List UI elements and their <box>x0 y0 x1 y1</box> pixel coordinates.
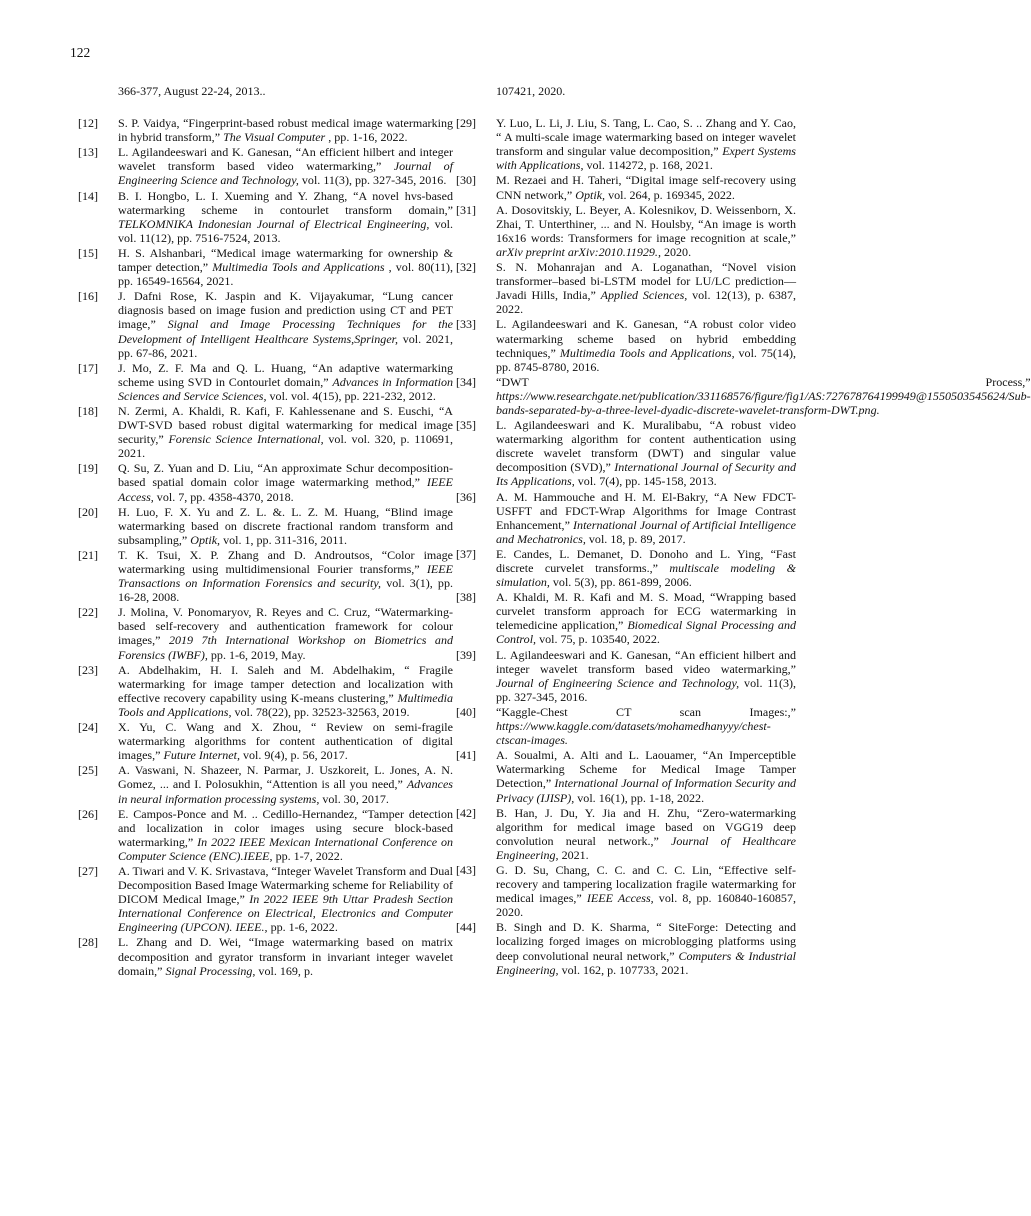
reference-text <box>496 203 796 259</box>
reference-item <box>78 763 453 805</box>
reference-details: 2020. <box>660 244 692 259</box>
reference-number: [36] <box>456 489 477 504</box>
reference-item <box>456 705 796 747</box>
reference-text <box>118 605 453 661</box>
reference-number: [32] <box>456 260 477 275</box>
reference-text <box>118 189 453 245</box>
reference-number: [25] <box>78 763 99 778</box>
reference-venue: International Journal of Artificial Intelligence and Mechatronics, <box>496 517 797 546</box>
reference-item <box>78 807 453 863</box>
reference-number: [21] <box>78 547 99 562</box>
reference-venue: In 2022 IEEE Mexican International Conference on Computer Science (ENC).IEEE, <box>118 834 453 863</box>
reference-venue: International Journal of Security and Its Applications, <box>496 460 796 489</box>
reference-details: vol. 114272, p. 168, 2021. <box>583 158 713 173</box>
reference-venue: Advances in neural information processing systems, <box>118 777 453 806</box>
reference-text <box>496 806 796 862</box>
reference-item <box>456 173 796 201</box>
reference-text <box>118 763 453 805</box>
reference-number: [43] <box>456 862 477 877</box>
reference-number: [29] <box>456 116 477 131</box>
reference-venue: Journal of Engineering Science and Technology, <box>118 159 453 188</box>
reference-number: [30] <box>456 173 477 188</box>
reference-text <box>118 404 453 460</box>
reference-text <box>118 807 453 863</box>
reference-venue: arXiv preprint arXiv:2010.11929., <box>496 244 661 259</box>
reference-item <box>78 605 453 661</box>
reference-item <box>78 864 453 934</box>
reference-venue: IEEE Transactions on Information Forensics and security, <box>118 562 453 591</box>
reference-item <box>456 590 796 646</box>
reference-details: vol. 7, pp. 4358-4370, 2018. <box>153 489 294 504</box>
reference-text <box>118 461 453 503</box>
reference-text <box>496 490 796 546</box>
reference-authors-title: A. Dosovitskiy, L. Beyer, A. Kolesnikov, D. Weissenborn, X. Zhai, T. Unterthiner, ... and N. Houlsby, “An image is worth 16x16 words: Transformers for image recognition at scale,” <box>496 202 796 245</box>
reference-text <box>118 145 453 187</box>
reference-text <box>118 289 453 359</box>
reference-details: vol. 18, p. 89, 2017. <box>585 531 686 546</box>
reference-venue: Biomedical Signal Processing and Control, <box>496 618 796 647</box>
reference-details: pp. 1-6, 2022. <box>267 920 338 935</box>
reference-details: 2021. <box>558 847 589 862</box>
reference-venue: Multimedia Tools and Applications, <box>118 690 453 719</box>
reference-text <box>118 663 453 719</box>
reference-text <box>496 705 796 747</box>
reference-venue: multiscale modeling & simulation, <box>496 561 796 590</box>
reference-venue: Forensic Science International, <box>168 432 324 447</box>
reference-details: , pp. 1-16, 2022. <box>325 130 408 145</box>
reference-number: [12] <box>78 116 99 131</box>
reference-venue: International Journal of Information Security and Privacy (IJISP), <box>496 776 796 805</box>
reference-authors-title: B. Han, J. Du, Y. Jia and H. Zhu, “Zero-watermarking algorithm for medical image based on VGG19 deep convolution neural network.,” <box>496 805 796 848</box>
reference-details: vol. 162, p. 107733, 2021. <box>558 962 689 977</box>
reference-number: [17] <box>78 360 99 375</box>
reference-item <box>78 935 453 977</box>
reference-number: [15] <box>78 245 99 260</box>
reference-number: [19] <box>78 461 99 476</box>
reference-authors-title: M. Rezaei and H. Taheri, “Digital image self-recovery using CNN network,” <box>496 173 796 202</box>
reference-text <box>496 260 796 316</box>
reference-number: [24] <box>78 720 99 735</box>
reference-authors-title: A. Khaldi, M. R. Kafi and M. S. Moad, “Wrapping based curvelet transform approach for ECG watermarking in telemedicine application,” <box>496 590 796 633</box>
reference-venue: Signal and Image Processing Techniques for the Development of Intelligent Healthcare Systems,Springer, <box>118 317 453 346</box>
reference-authors-title: X. Yu, C. Wang and X. Zhou, “ Review on semi-fragile watermarking algorithms for content authentication of digital images,” <box>118 720 453 763</box>
reference-number: [27] <box>78 863 99 878</box>
reference-item <box>456 418 796 488</box>
reference-details: vol. 78(22), pp. 32523-32563, 2019. <box>231 704 410 719</box>
reference-authors-title: J. Molina, V. Ponomaryov, R. Reyes and C. Cruz, “Watermarking-based self-recovery and authentication framework for colour images,” <box>118 605 453 648</box>
reference-venue: IEEE Access, <box>586 891 654 906</box>
reference-authors-title: N. Zermi, A. Khaldi, R. Kafi, F. Kahlessenane and S. Euschi, “A DWT-SVD based robust digital watermarking for medical image security,” <box>118 403 453 447</box>
reference-text <box>496 173 796 201</box>
reference-text <box>496 920 796 976</box>
reference-item <box>456 863 796 919</box>
reference-authors-title: J. Dafni Rose, K. Jaspin and K. Vijayakumar, “Lung cancer diagnosis based on image fusion and prediction using CT and PET image,” <box>118 289 453 332</box>
reference-authors-title: “DWT Process,” <box>496 374 1031 389</box>
reference-details: vol. 264, p. 169345, 2022. <box>605 187 735 202</box>
continuation-text: 366-377, August 22-24, 2013.. <box>118 84 266 98</box>
reference-details: vol. vol. 4(15), pp. 221-232, 2012. <box>266 388 436 403</box>
reference-authors-title: E. Candes, L. Demanet, D. Donoho and L. Ying, “Fast discrete curvelet transforms.,” <box>496 546 796 575</box>
reference-text <box>118 864 453 934</box>
reference-venue: 2019 7th International Workshop on Biometrics and Forensics (IWBF), <box>118 633 453 662</box>
reference-item <box>78 246 453 288</box>
reference-details: vol. vol. 11(12), pp. 7516-7524, 2013. <box>118 216 453 245</box>
reference-text <box>118 548 453 604</box>
reference-authors-title: G. D. Su, Chang, C. C. and C. C. Lin, “Effective self-recovery and tampering localization fragile watermarking for medical images,” <box>496 862 796 906</box>
reference-item <box>456 203 796 259</box>
reference-item <box>456 748 796 804</box>
reference-authors-title: A. Soualmi, A. Alti and L. Laouamer, “An Imperceptible Watermarking Scheme for Medical Image Tamper Detection,” <box>496 748 796 791</box>
reference-list <box>78 116 453 978</box>
reference-text <box>496 648 796 704</box>
reference-number: [34] <box>456 374 477 389</box>
reference-details: vol. 16(1), pp. 1-18, 2022. <box>574 790 705 805</box>
reference-authors-title: Y. Luo, L. Li, J. Liu, S. Tang, L. Cao, S. .. Zhang and Y. Cao, “ A multi-scale image watermarking based on integer wavelet transform and singular value decomposition,” <box>496 116 796 159</box>
reference-number: [23] <box>78 662 99 677</box>
reference-details: pp. 1-6, 2019, May. <box>207 647 306 662</box>
reference-venue: Signal Processing, <box>165 963 256 978</box>
reference-authors-title: A. Abdelhakim, H. I. Saleh and M. Abdelhakim, “ Fragile watermarking for image tamper detection and localization with effective recovery capability using K-means clustering,” <box>118 662 453 705</box>
reference-item <box>78 548 453 604</box>
reference-details: vol. 75(14), pp. 8745-8780, 2016. <box>496 345 796 374</box>
reference-venue: TELKOMNIKA Indonesian Journal of Electrical Engineering, <box>118 216 430 231</box>
reference-details: vol. 3(1), pp. 16-28, 2008. <box>118 576 453 605</box>
right-column <box>456 84 1031 978</box>
reference-number: [20] <box>78 504 99 519</box>
reference-number: [13] <box>78 145 99 160</box>
reference-item <box>456 374 1031 417</box>
reference-details: vol. 1, pp. 311-316, 2011. <box>220 532 347 547</box>
reference-item <box>456 490 796 546</box>
reference-number: [18] <box>78 403 99 418</box>
reference-authors-title: L. Agilandeeswari and K. Ganesan, “An efficient hilbert and integer wavelet transform based video watermarking,” <box>118 145 453 174</box>
reference-item <box>456 317 796 373</box>
reference-number: [14] <box>78 188 99 203</box>
reference-text <box>496 863 796 919</box>
reference-authors-title: “Kaggle-Chest CT scan Images:,” <box>496 704 796 719</box>
reference-authors-title: B. I. Hongbo, L. I. Xueming and Y. Zhang, “A novel hvs-based watermarking scheme in contourlet transform domain,” <box>118 188 453 217</box>
reference-item <box>78 404 453 460</box>
reference-details: vol. 12(13), p. 6387, 2022. <box>496 288 796 317</box>
reference-details: vol. vol. 320, p. 110691, 2021. <box>118 432 453 461</box>
reference-venue: Multimedia Tools and Applications <box>212 260 385 275</box>
reference-authors-title: S. N. Mohanrajan and A. Loganathan, “Novel vision transformer–based bi-LSTM model for LU/LC prediction—Javadi Hills, India,” <box>496 260 796 303</box>
reference-text <box>496 317 796 373</box>
reference-details: vol. 5(3), pp. 861-899, 2006. <box>549 575 692 590</box>
reference-number: [42] <box>456 805 477 820</box>
reference-venue: The Visual Computer <box>223 130 326 145</box>
reference-details: pp. 1-7, 2022. <box>272 848 343 863</box>
reference-authors-title: L. Agilandeeswari and K. Ganesan, “An efficient hilbert and integer wavelet transform based video watermarking,” <box>496 647 796 676</box>
reference-text <box>496 590 796 646</box>
reference-venue: Multimedia Tools and Applications, <box>559 345 735 360</box>
reference-item <box>456 547 796 589</box>
reference-authors-title: A. Tiwari and V. K. Srivastava, “Integer Wavelet Transform and Dual Decomposition Based Image Watermarking scheme for Reliability of DICOM Medical Image,” <box>118 863 453 907</box>
reference-authors-title: E. Campos-Ponce and M. .. Cedillo-Hernandez, “Tamper detection and localization in color images using secure block-based watermarking,” <box>118 806 453 849</box>
reference-venue: Advances in Information Sciences and Service Sciences, <box>118 374 453 403</box>
reference-list <box>456 116 1031 977</box>
reference-number: [38] <box>456 590 477 605</box>
reference-venue: https://www.researchgate.net/publication/331168576/figure/fig1/AS:727678764199949@1550503545624/Sub-bands-separated-by-a-three-level-dyadic-discrete-wavelet-transform-DWT.png. <box>496 388 1031 417</box>
reference-authors-title: L. Agilandeeswari and K. Ganesan, “A robust color video watermarking scheme based on hybrid embedding techniques,” <box>496 317 796 360</box>
reference-authors-title: L. Agilandeeswari and K. Muralibabu, “A robust video watermarking algorithm for content authentication using discrete wavelet transform (DWT) and singular value decomposition (SVD),” <box>496 418 796 475</box>
reference-item <box>78 663 453 719</box>
reference-number: [39] <box>456 647 477 662</box>
reference-details: vol. 7(4), pp. 145-158, 2013. <box>574 474 717 489</box>
reference-number: [22] <box>78 605 99 620</box>
reference-number: [44] <box>456 920 477 935</box>
reference-item <box>456 648 796 704</box>
reference-text <box>496 116 796 172</box>
reference-text <box>496 418 796 488</box>
reference-item <box>78 189 453 245</box>
reference-item <box>78 461 453 503</box>
reference-number: [28] <box>78 935 99 950</box>
reference-authors-title: T. K. Tsui, X. P. Zhang and D. Androutsos, “Color image watermarking using multidimensional Fourier transforms,” <box>118 547 453 576</box>
reference-authors-title: L. Zhang and D. Wei, “Image watermarking based on matrix decomposition and gyrator transform in invariant integer wavelet domain,” <box>118 935 453 978</box>
reference-details: vol. 169, p. <box>255 963 313 978</box>
reference-number: [40] <box>456 704 477 719</box>
reference-number: [35] <box>456 418 477 433</box>
reference-text <box>496 547 796 589</box>
reference-authors-title: H. S. Alshanbari, “Medical image watermarking for ownership & tamper detection,” <box>118 245 453 275</box>
reference-text <box>118 935 453 977</box>
reference-details: vol. 11(3), pp. 327-345, 2016. <box>496 675 796 704</box>
reference-text <box>496 375 1031 417</box>
reference-authors-title: A. M. Hammouche and H. M. El-Bakry, “A New FDCT-USFFT and FDCT-Wrap Algorithms for Image Contrast Enhancement,” <box>496 489 796 532</box>
reference-item <box>78 145 453 187</box>
reference-number: [26] <box>78 806 99 821</box>
reference-item <box>78 116 453 144</box>
reference-text <box>118 505 453 547</box>
reference-item <box>456 260 796 316</box>
reference-authors-title: S. P. Vaidya, “Fingerprint-based robust medical image watermarking in hybrid transform,” <box>118 116 453 145</box>
reference-item <box>456 920 796 976</box>
reference-text <box>118 246 453 288</box>
reference-text <box>118 361 453 403</box>
reference-number: [31] <box>456 202 477 217</box>
page-number: 122 <box>70 45 91 60</box>
reference-venue: https://www.kaggle.com/datasets/mohamedhanyyy/chest-ctscan-images. <box>496 719 771 748</box>
reference-item <box>456 806 796 862</box>
reference-number: [41] <box>456 748 477 763</box>
reference-details: vol. 2021, pp. 67-86, 2021. <box>118 331 453 360</box>
reference-text <box>496 748 796 804</box>
reference-details: vol. 9(4), p. 56, 2017. <box>240 748 348 763</box>
reference-venue: In 2022 IEEE 9th Uttar Pradesh Section International Conference on Electrical, Electronics and Computer Engineering (UPCON). IEEE., <box>118 892 453 935</box>
reference-venue: Applied Sciences, <box>600 288 688 303</box>
reference-authors-title: A. Vaswani, N. Shazeer, N. Parmar, J. Uszkoreit, L. Jones, A. N. Gomez, ... and I. Polosukhin, “Attention is all you need,” <box>118 763 453 792</box>
reference-item <box>78 289 453 359</box>
reference-authors-title: B. Singh and D. K. Sharma, “ SiteForge: Detecting and localizing forged images on microblogging platforms using deep convolutional neural network,” <box>496 920 796 963</box>
reference-item <box>78 720 453 762</box>
reference-authors-title: J. Mo, Z. F. Ma and Q. L. Huang, “An adaptive watermarking scheme using SVD in Contourlet domain,” <box>118 360 453 389</box>
reference-details: vol. 11(3), pp. 327-345, 2016. <box>298 173 447 188</box>
reference-details: , vol. 80(11), pp. 16549-16564, 2021. <box>118 260 453 289</box>
reference-number: [33] <box>456 317 477 332</box>
reference-venue: IEEE Access, <box>118 475 453 504</box>
reference-venue: Optik, <box>575 187 606 202</box>
reference-details: vol. 30, 2017. <box>319 791 389 806</box>
reference-venue: Journal of Healthcare Engineering, <box>496 833 796 862</box>
reference-venue: Expert Systems with Applications, <box>496 144 796 173</box>
reference-authors-title: Q. Su, Z. Yuan and D. Liu, “An approximate Schur decomposition-based spatial domain color image watermarking method,” <box>118 461 453 490</box>
left-column <box>78 84 453 979</box>
reference-text <box>118 116 453 144</box>
reference-authors-title: H. Luo, F. X. Yu and Z. L. &. L. Z. M. Huang, “Blind image watermarking based on discrete fractional random transform and subsampling,” <box>118 504 453 547</box>
reference-venue: Optik, <box>190 532 221 547</box>
reference-venue: Computers & Industrial Engineering, <box>496 948 797 977</box>
continuation-text: 107421, 2020. <box>496 84 566 98</box>
reference-item <box>78 505 453 547</box>
reference-venue: Journal of Engineering Science and Technology, <box>496 675 740 690</box>
reference-item <box>78 361 453 403</box>
reference-item <box>456 116 796 172</box>
reference-number: [16] <box>78 289 99 304</box>
reference-details: vol. 75, p. 103540, 2022. <box>536 632 660 647</box>
reference-venue: Future Internet, <box>163 748 240 763</box>
reference-text <box>118 720 453 762</box>
reference-number: [37] <box>456 546 477 561</box>
reference-details: vol. 8, pp. 160840-160857, 2020. <box>496 891 796 920</box>
